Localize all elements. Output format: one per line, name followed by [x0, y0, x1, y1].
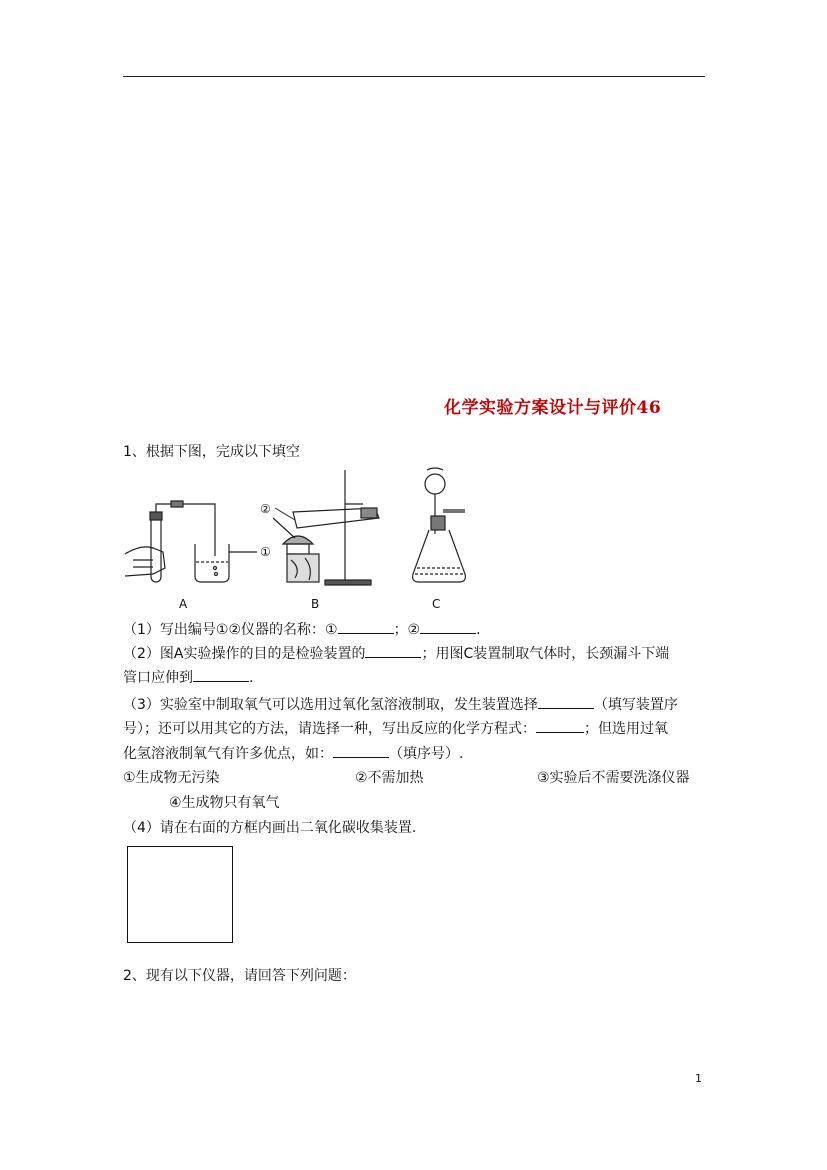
answer-blank[interactable] — [420, 619, 476, 634]
mark-1-label: ① — [260, 545, 271, 559]
answer-blank[interactable] — [538, 694, 594, 709]
figure-label-b: B — [311, 597, 320, 611]
q1-part-4: （4）请在右面的方框内画出二氧化碳收集装置. — [123, 820, 417, 836]
q1-part-2-text: （2）图A实验操作的目的是检验装置的 — [123, 646, 366, 662]
figure-label-a: A — [179, 597, 188, 611]
q1-part-3-line-3 — [123, 743, 463, 764]
q1-part-3-text: 化氢溶液制氧气有许多优点，如： — [123, 746, 333, 762]
option-3: ③实验后不需要洗涤仪器 — [537, 770, 690, 786]
q1-part-3-text: ；但选用过氧 — [584, 721, 668, 737]
option-1: ①生成物无污染 — [123, 770, 220, 786]
q1-part-3-text: （填写装置序 — [593, 697, 678, 713]
q1-part-2-text: ；用图C装置制取气体时，长颈漏斗下端 — [421, 646, 670, 662]
question-1-stem: 1、根据下图，完成以下填空 — [123, 444, 300, 460]
q1-part-2-text: . — [249, 670, 254, 686]
q1-part-2-text: 管口应伸到 — [123, 670, 193, 686]
q1-part-3-text: （3）实验室中制取氧气可以选用过氧化氢溶液制取，发生装置选择 — [123, 697, 538, 713]
option-4: ④生成物只有氧气 — [169, 795, 280, 811]
q1-part-3-line-1 — [123, 694, 678, 715]
q1-part-3-text: 号）；还可以用其它的方法，请选择一种，写出反应的化学方程式： — [123, 721, 536, 737]
answer-blank[interactable] — [338, 619, 394, 634]
q1-part-1-text: . — [476, 622, 481, 638]
q1-part-1 — [123, 619, 481, 640]
answer-blank[interactable] — [193, 667, 249, 682]
q1-part-1-text: （1）写出编号①②仪器的名称：① — [123, 622, 338, 638]
q1-part-1-text: ；② — [393, 622, 421, 638]
page-number: 1 — [695, 1072, 702, 1085]
q1-part-2-line-1 — [123, 643, 669, 664]
answer-blank[interactable] — [536, 718, 584, 733]
header-rule — [123, 76, 705, 77]
drawing-answer-box[interactable] — [127, 846, 233, 943]
apparatus-c-drawing — [413, 468, 466, 582]
apparatus-a-drawing — [125, 501, 257, 582]
page-title: 化学实验方案设计与评价46 — [444, 398, 662, 418]
figure-label-c: C — [432, 597, 441, 611]
q1-part-3-text: （填序号）. — [389, 746, 464, 762]
apparatus-figure — [123, 464, 483, 614]
question-2-stem: 2、现有以下仪器，请回答下列问题： — [123, 968, 356, 984]
mark-2-label: ② — [260, 502, 271, 516]
q1-part-3-line-2 — [123, 718, 668, 739]
q1-part-2-line-2 — [123, 667, 253, 688]
option-2: ②不需加热 — [355, 770, 424, 786]
answer-blank[interactable] — [365, 643, 421, 658]
answer-blank[interactable] — [333, 743, 389, 758]
apparatus-b-drawing — [257, 470, 379, 585]
